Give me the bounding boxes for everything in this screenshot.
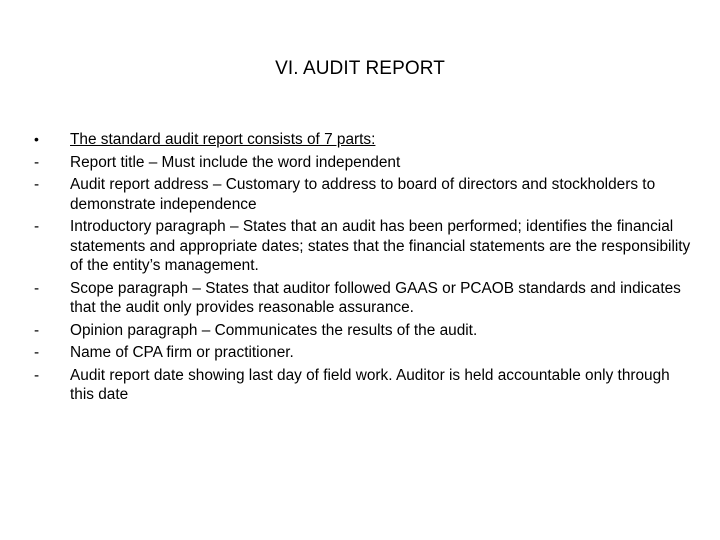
- slide-title: VI. AUDIT REPORT: [275, 58, 445, 79]
- list-item-report-title: [34, 153, 694, 173]
- list-item-text: Audit report date showing last day of field work. Auditor is held accountable only through this date: [70, 366, 670, 403]
- intro-text: The standard audit report consists of 7 parts:: [70, 131, 376, 148]
- list-item-text: Name of CPA firm or practitioner.: [70, 344, 294, 361]
- list-item-report-date: [34, 366, 694, 405]
- dash-marker: -: [34, 153, 40, 171]
- slide-body: [34, 130, 694, 405]
- list-item-text: Scope paragraph – States that auditor followed GAAS or PCAOB standards and indicates that the audit only provides reasonable assurance.: [70, 279, 681, 316]
- list-item-scope-paragraph: [34, 279, 694, 318]
- list-item-text: Opinion paragraph – Communicates the results of the audit.: [70, 321, 478, 339]
- list-item-opinion-paragraph: [34, 321, 694, 341]
- bullet-icon: •: [34, 131, 39, 147]
- dash-marker: -: [34, 176, 40, 193]
- list-item-text: Audit report address – Customary to address to board of directors and stockholders to demonstrate independence: [70, 176, 656, 213]
- dash-marker: -: [34, 218, 40, 235]
- dash-marker: -: [34, 366, 40, 384]
- list-item-intro: [34, 130, 694, 150]
- list-item-cpa-firm-name: [34, 343, 694, 363]
- list-item-introductory-paragraph: [34, 217, 694, 276]
- list-item-report-address: [34, 175, 694, 214]
- list-item-text: Introductory paragraph – States that an audit has been performed; identifies the financial statements and appropriate dates; states that the financial statements are the responsibility of the entity’s management.: [70, 218, 691, 274]
- list-item-text: Report title – Must include the word independent: [70, 153, 401, 171]
- dash-marker: -: [34, 321, 40, 339]
- dash-marker: -: [34, 279, 40, 297]
- dash-marker: -: [34, 344, 40, 361]
